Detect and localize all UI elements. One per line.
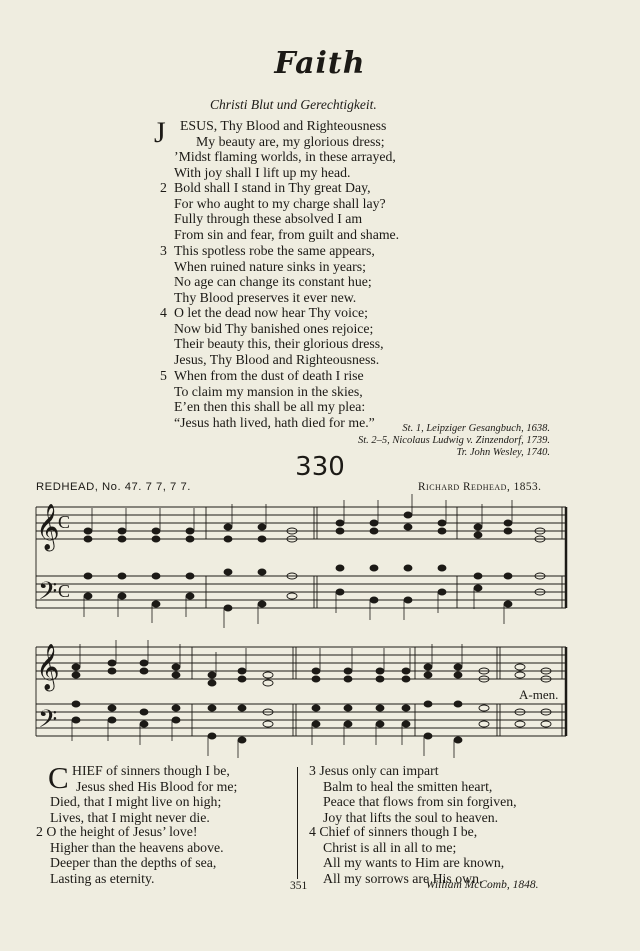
tune-name: REDHEAD, No. 47. 7 7, 7 7. bbox=[36, 481, 191, 493]
verse-line: Their beauty this, their glorious dress, bbox=[174, 336, 384, 352]
amen-label: A-men. bbox=[519, 687, 559, 702]
composer: Richard Redhead, 1853. bbox=[418, 481, 542, 493]
notes-system-2 bbox=[72, 640, 551, 758]
verse-line: O let the dead now hear Thy voice; bbox=[174, 305, 368, 320]
verse-line: From sin and fear, from guilt and shame. bbox=[174, 226, 400, 242]
verse-line: Christ is all in all to me; bbox=[323, 839, 457, 855]
hymn-330-stanza-2 bbox=[36, 824, 224, 886]
stanza-number: 3 bbox=[160, 243, 167, 258]
hymn-329-subtitle: Christi Blut und Gerechtigkeit. bbox=[210, 97, 377, 112]
author-credit: William McComb, 1848. bbox=[426, 879, 539, 891]
hymn-330-stanza-4 bbox=[309, 824, 504, 886]
bass-staff-1 bbox=[36, 576, 566, 608]
verse-line: Lives, that I might never die. bbox=[50, 809, 210, 825]
credit-line: St. 2–5, Nicolaus Ludwig v. Zinzendorf, 1739. bbox=[357, 435, 550, 446]
hymn-number: 330 bbox=[295, 452, 345, 482]
verse-line: O the height of Jesus’ love! bbox=[46, 824, 198, 839]
verse-line: Chief of sinners though I be, bbox=[319, 824, 478, 839]
stanza-number: 2 bbox=[36, 824, 43, 839]
verse-line: Lasting as eternity. bbox=[50, 870, 155, 886]
verse-line: ESUS, Thy Blood and Righteousness bbox=[180, 118, 387, 133]
hymn-330-stanza-3 bbox=[309, 763, 517, 825]
credit-line: Tr. John Wesley, 1740. bbox=[456, 447, 550, 458]
verse-line: When ruined nature sinks in years; bbox=[174, 258, 366, 274]
credit-line: St. 1, Leipziger Gesangbuch, 1638. bbox=[402, 423, 550, 434]
verse-line: Jesus, Thy Blood and Righteousness. bbox=[174, 351, 380, 367]
svg-text:C: C bbox=[58, 512, 71, 532]
verse-line: Now bid Thy banished ones rejoice; bbox=[174, 320, 374, 336]
verse-line: E’en then this shall be all my plea: bbox=[174, 399, 366, 415]
verse-line: Died, that I might live on high; bbox=[50, 794, 222, 810]
treble-clef-icon: 𝄞 bbox=[36, 504, 60, 550]
stanza-number: 4 bbox=[160, 305, 167, 320]
verse-line: All my wants to Him are known, bbox=[323, 855, 505, 871]
verse-line: This spotless robe the same appears, bbox=[174, 243, 375, 258]
stanza-number: 3 bbox=[309, 763, 316, 778]
verse-line: With joy shall I lift up my head. bbox=[174, 164, 351, 180]
verse-line: To claim my mansion in the skies, bbox=[174, 383, 363, 399]
bass-clef-icon: 𝄢 bbox=[38, 577, 58, 612]
column-divider bbox=[297, 767, 298, 879]
verse-line: Jesus shed His Blood for me; bbox=[76, 778, 238, 794]
verse-line: When from the dust of death I rise bbox=[174, 368, 364, 383]
page-number: 351 bbox=[290, 880, 308, 892]
verse-line: Higher than the heavens above. bbox=[50, 839, 224, 855]
bass-clef-icon: 𝄢 bbox=[38, 705, 58, 740]
verse-line: Balm to heal the smitten heart, bbox=[323, 778, 493, 794]
stanza-number: 2 bbox=[160, 180, 167, 195]
verse-line: My beauty are, my glorious dress; bbox=[196, 133, 385, 149]
stanza-number: 4 bbox=[309, 824, 316, 839]
hymn-330-stanza-1 bbox=[48, 760, 238, 825]
verse-line: Bold shall I stand in Thy great Day, bbox=[174, 180, 371, 195]
verse-line: Deeper than the depths of sea, bbox=[50, 855, 217, 871]
verse-line: For who aught to my charge shall lay? bbox=[174, 195, 386, 211]
verse-line: Peace that flows from sin forgiven, bbox=[323, 794, 517, 810]
verse-line: Thy Blood preserves it ever new. bbox=[174, 289, 357, 305]
verse-line: Joy that lifts the soul to heaven. bbox=[323, 809, 499, 825]
verse-line: ’Midst flaming worlds, in these arrayed, bbox=[174, 149, 396, 165]
verse-line: No age can change its constant hue; bbox=[174, 274, 372, 290]
stanza-number: 5 bbox=[160, 368, 167, 383]
svg-text:C: C bbox=[58, 581, 71, 601]
verse-line: “Jesus hath lived, hath died for me.” bbox=[174, 414, 375, 430]
verse-line: HIEF of sinners though I be, bbox=[72, 763, 230, 778]
verse-line: Jesus only can impart bbox=[319, 763, 439, 778]
treble-clef-icon: 𝄞 bbox=[36, 644, 60, 690]
drop-cap: C bbox=[48, 760, 69, 795]
section-heading: Faith bbox=[274, 46, 366, 81]
treble-staff-1 bbox=[36, 507, 566, 539]
verse-line: All my sorrows are His own. bbox=[323, 870, 483, 886]
drop-cap: J bbox=[154, 116, 166, 149]
verse-line: Fully through these absolved I am bbox=[174, 211, 363, 227]
